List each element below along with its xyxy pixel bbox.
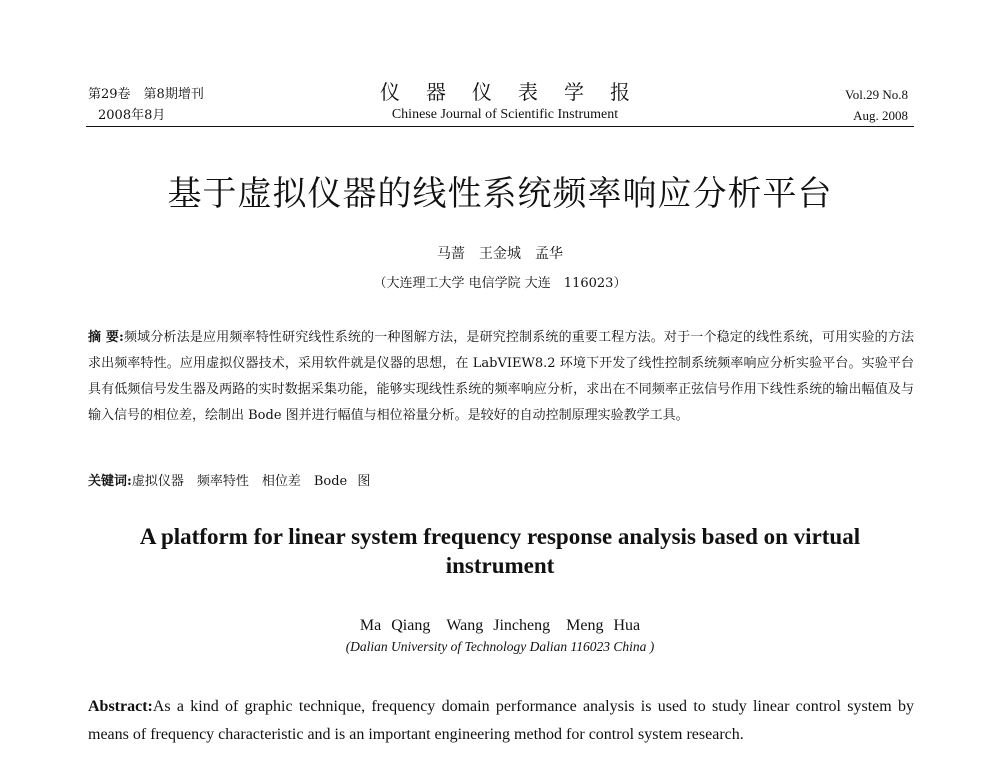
volume-en: Vol.29 No.8 — [845, 87, 908, 102]
abstract-cn-label: 摘 要: — [88, 330, 124, 345]
abstract-en-text: As a kind of graphic technique, frequency domain performance analysis is used to study linear control system by means of frequency characteristic and is an important engineering method for control system research. — [88, 698, 914, 743]
header-left — [88, 84, 204, 126]
date-cn: 2008年8月 — [98, 108, 166, 123]
authors-en: Ma Qiang Wang Jincheng Meng Hua — [359, 617, 641, 634]
journal-title-en: Chinese Journal of Scientific Instrument — [391, 107, 619, 122]
header-right — [845, 84, 908, 126]
abstract-en-label: Abstract: — [88, 698, 153, 715]
authors-cn: 马蔷 王金城 孟华 — [437, 246, 563, 262]
abstract-cn — [88, 325, 914, 429]
abstract-en — [88, 693, 914, 749]
journal-title-cn: 仪器仪表学报 — [380, 80, 656, 104]
keywords-cn — [88, 470, 370, 489]
keywords-cn-label: 关键词: — [88, 474, 132, 489]
keywords-cn-text: 虚拟仪器 频率特性 相位差 Bode 图 — [131, 474, 371, 489]
header-rule — [86, 126, 914, 127]
abstract-cn-text: 频域分析法是应用频率特性研究线性系统的一种图解方法，是研究控制系统的重要工程方法。对于一个稳定的线性系统，可用实验的方法求出频率特性。应用虚拟仪器技术，采用软件就是仪器的思想，在 LabVIEW8.2 环境下开发了线性控制系统频率响应分析实验平台。实验平台具有低频信号发生器及两路的实时数据采集功能，能够实现线性系统的频率响应分析，求出在不同频率正弦信号作用下线性系统的输出幅值及与输入信号的相位差，绘制出 Bode 图并进行幅值与相位裕量分析。是较好的自动控制原理实验教学工具。 — [88, 330, 914, 423]
date-en: Aug. 2008 — [853, 108, 908, 123]
affiliation-en: (Dalian University of Technology Dalian 116023 China ) — [345, 639, 655, 654]
volume-issue-cn: 第29卷 第8期增刊 — [88, 87, 204, 102]
paper-title-en: A platform for linear system frequency response analysis based on virtual instrument — [139, 524, 861, 578]
header-center — [340, 80, 670, 126]
paper-title-cn: 基于虚拟仪器的线性系统频率响应分析平台 — [167, 174, 833, 214]
affiliation-cn: （大连理工大学 电信学院 大连 116023） — [373, 276, 627, 291]
